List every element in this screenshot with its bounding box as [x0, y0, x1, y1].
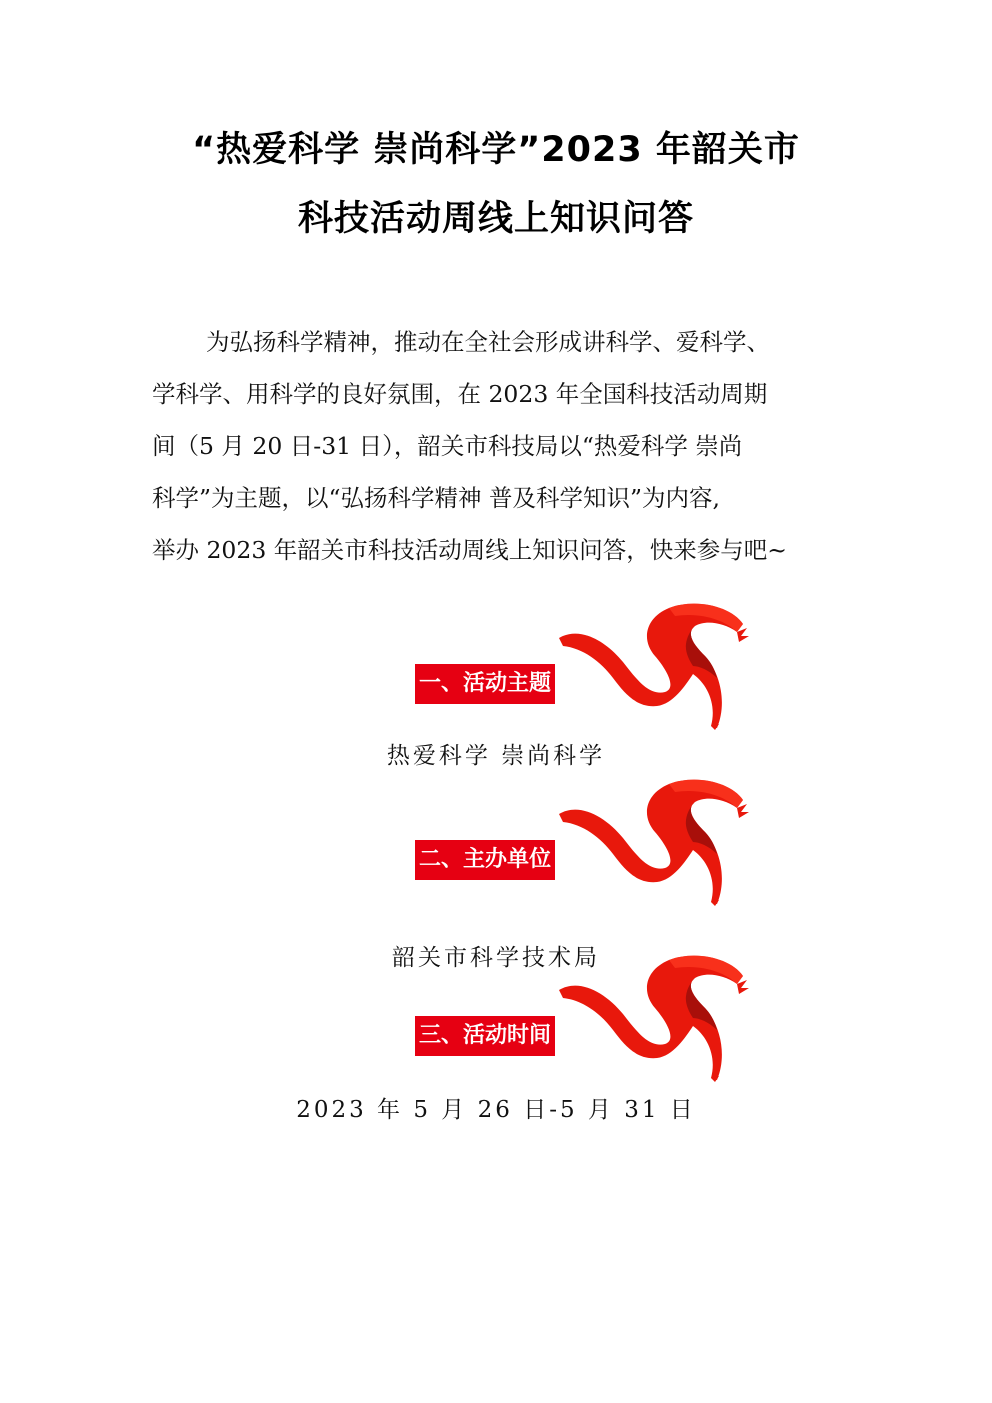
section-body-organizer: 韶关市科学技术局 — [392, 945, 600, 971]
intro-line: 科学”为主题，以“弘扬科学精神 普及科学知识”为内容, — [152, 484, 720, 512]
intro-line: 学科学、用科学的良好氛围，在 2023 年全国科技活动周期 — [152, 380, 768, 408]
red-ribbon-icon — [545, 600, 750, 730]
section-organizer — [0, 776, 992, 971]
red-ribbon-icon — [545, 952, 750, 1082]
section-heading-theme: 一、活动主题 — [415, 664, 555, 704]
section-heading-organizer: 二、主办单位 — [415, 840, 555, 880]
page-title: “热爱科学 崇尚科学”2023 年韶关市 — [192, 130, 800, 170]
intro-line: 举办 2023 年韶关市科技活动周线上知识问答，快来参与吧~ — [152, 536, 787, 564]
intro-line: 为弘扬科学精神，推动在全社会形成讲科学、爱科学、 — [206, 328, 770, 356]
section-body-time: 2023 年 5 月 26 日-5 月 31 日 — [296, 1097, 696, 1123]
red-ribbon-icon — [545, 776, 750, 906]
intro-line: 间（5 月 20 日-31 日），韶关市科技局以“热爱科学 崇尚 — [152, 432, 743, 460]
section-theme — [0, 600, 992, 769]
page-subtitle: 科技活动周线上知识问答 — [297, 199, 694, 239]
section-time — [0, 952, 992, 1123]
section-body-theme: 热爱科学 崇尚科学 — [386, 743, 606, 769]
section-heading-time: 三、活动时间 — [415, 1016, 555, 1056]
intro-paragraph — [152, 316, 842, 576]
